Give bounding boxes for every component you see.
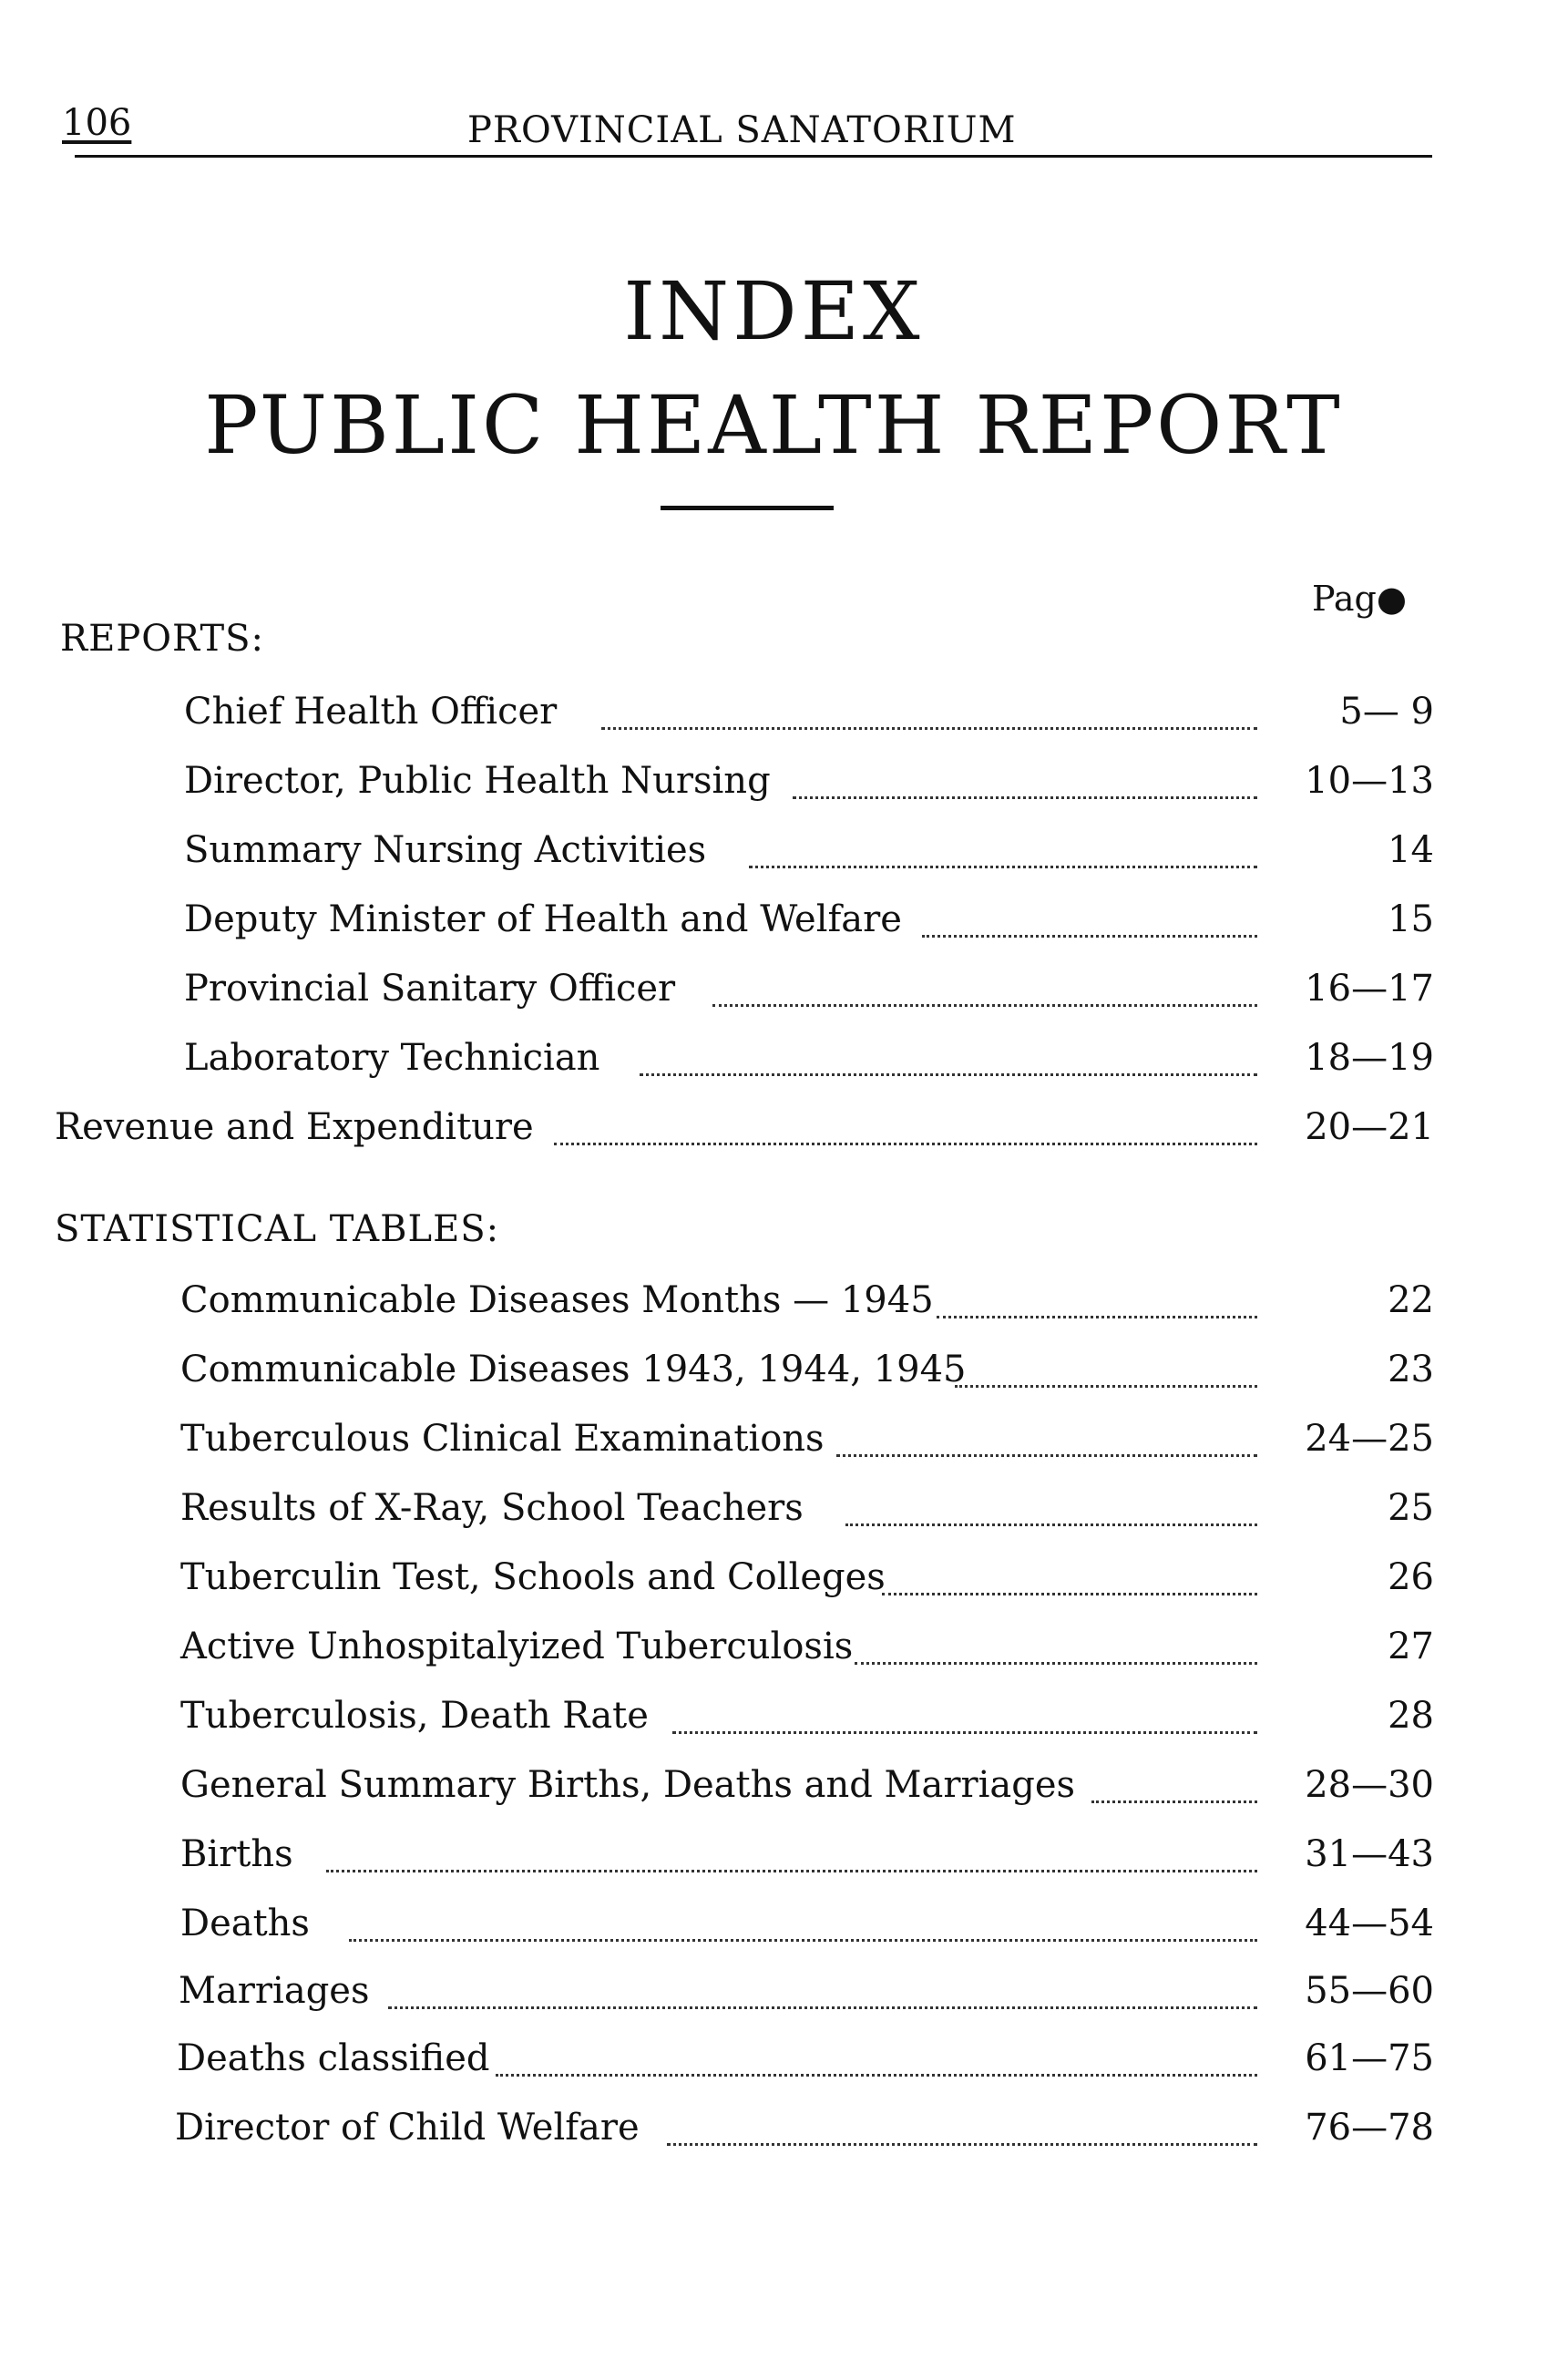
index-entry xyxy=(180,1556,1434,1605)
entry-label: Results of X-Ray, School Teachers xyxy=(180,1487,804,1529)
index-entry xyxy=(180,1626,1434,1675)
entry-page: 61—75 xyxy=(1305,2037,1434,2079)
entry-page: 26 xyxy=(1388,1556,1434,1598)
entry-page: 25 xyxy=(1388,1487,1434,1529)
entry-page: 44—54 xyxy=(1305,1903,1434,1944)
entry-page: 55—60 xyxy=(1305,1970,1434,2012)
dot-leader xyxy=(882,1593,1257,1595)
entry-page: 5— 9 xyxy=(1339,691,1434,733)
entry-label: Tuberculous Clinical Examinations xyxy=(180,1418,825,1460)
index-entry xyxy=(55,1106,1434,1155)
index-entry xyxy=(184,898,1434,948)
entry-page: 14 xyxy=(1388,829,1434,871)
page-column-label: Pag● xyxy=(1312,579,1407,619)
index-entry xyxy=(180,1349,1434,1398)
entry-label: Revenue and Expenditure xyxy=(55,1106,534,1148)
index-entry xyxy=(177,2037,1434,2087)
entry-label: Director, Public Health Nursing xyxy=(184,760,771,802)
dot-leader xyxy=(554,1143,1257,1145)
dot-leader xyxy=(845,1523,1257,1526)
dot-leader xyxy=(640,1073,1257,1076)
entry-label: Tuberculosis, Death Rate xyxy=(180,1695,649,1737)
entry-label: Deaths xyxy=(180,1903,310,1944)
entry-page: 16—17 xyxy=(1305,968,1434,1010)
statistical-tables-heading: STATISTICAL TABLES: xyxy=(55,1208,500,1250)
dot-leader xyxy=(712,1004,1257,1007)
dot-leader xyxy=(955,1385,1257,1388)
entry-page: 22 xyxy=(1388,1279,1434,1321)
entry-page: 27 xyxy=(1388,1626,1434,1667)
index-entry xyxy=(180,1418,1434,1467)
index-entry xyxy=(184,760,1434,809)
index-entry xyxy=(184,829,1434,878)
header-rule xyxy=(75,155,1432,158)
dot-leader xyxy=(922,935,1257,938)
dot-leader xyxy=(672,1731,1257,1734)
entry-page: 10—13 xyxy=(1305,760,1434,802)
dot-leader xyxy=(937,1316,1257,1318)
entry-label: Deaths classified xyxy=(177,2037,490,2079)
dot-leader xyxy=(601,727,1257,730)
report-title: PUBLIC HEALTH REPORT xyxy=(204,378,1343,472)
entry-label: Active Unhospitalyized Tuberculosis xyxy=(180,1626,854,1667)
entry-label: Summary Nursing Activities xyxy=(184,829,707,871)
index-entry xyxy=(180,1903,1434,1952)
entry-page: 23 xyxy=(1388,1349,1434,1390)
dot-leader xyxy=(855,1662,1257,1665)
entry-label: Director of Child Welfare xyxy=(175,2107,640,2149)
index-title: INDEX xyxy=(623,264,924,358)
title-rule xyxy=(661,506,834,510)
index-entry xyxy=(184,968,1434,1017)
index-entry xyxy=(180,1833,1434,1882)
dot-leader xyxy=(326,1870,1257,1872)
index-entry xyxy=(184,1037,1434,1086)
entry-label: General Summary Births, Deaths and Marriages xyxy=(180,1764,1076,1806)
index-entry xyxy=(180,1279,1434,1328)
index-entry xyxy=(179,1970,1434,2019)
running-header xyxy=(62,102,1432,157)
entry-label: Provincial Sanitary Officer xyxy=(184,968,676,1010)
dot-leader xyxy=(1091,1800,1257,1803)
dot-leader xyxy=(793,796,1257,799)
index-entry xyxy=(180,1487,1434,1536)
entry-page: 28—30 xyxy=(1305,1764,1434,1806)
entry-label: Deputy Minister of Health and Welfare xyxy=(184,898,902,940)
reports-heading: REPORTS: xyxy=(60,618,264,660)
entry-label: Births xyxy=(180,1833,293,1875)
entry-page: 28 xyxy=(1388,1695,1434,1737)
entry-label: Laboratory Technician xyxy=(184,1037,600,1079)
index-entry xyxy=(184,691,1434,740)
page-number: 106 xyxy=(62,102,132,144)
index-entry xyxy=(180,1764,1434,1813)
index-entry xyxy=(180,1695,1434,1744)
entry-label: Tuberculin Test, Schools and Colleges xyxy=(180,1556,886,1598)
dot-leader xyxy=(836,1454,1257,1457)
entry-page: 15 xyxy=(1388,898,1434,940)
dot-leader xyxy=(349,1939,1257,1942)
entry-page: 76—78 xyxy=(1305,2107,1434,2149)
entry-page: 24—25 xyxy=(1305,1418,1434,1460)
entry-label: Communicable Diseases 1943, 1944, 1945 xyxy=(180,1349,967,1390)
entry-page: 18—19 xyxy=(1305,1037,1434,1079)
dot-leader xyxy=(667,2143,1257,2146)
dot-leader xyxy=(496,2074,1257,2077)
entry-label: Communicable Diseases Months — 1945 xyxy=(180,1279,934,1321)
entry-page: 20—21 xyxy=(1305,1106,1434,1148)
dot-leader xyxy=(388,2006,1257,2009)
dot-leader xyxy=(749,866,1257,868)
entry-label: Marriages xyxy=(179,1970,370,2012)
entry-page: 31—43 xyxy=(1305,1833,1434,1875)
running-title: PROVINCIAL SANATORIUM xyxy=(467,109,1017,151)
entry-label: Chief Health Officer xyxy=(184,691,558,733)
index-entry xyxy=(175,2107,1434,2156)
